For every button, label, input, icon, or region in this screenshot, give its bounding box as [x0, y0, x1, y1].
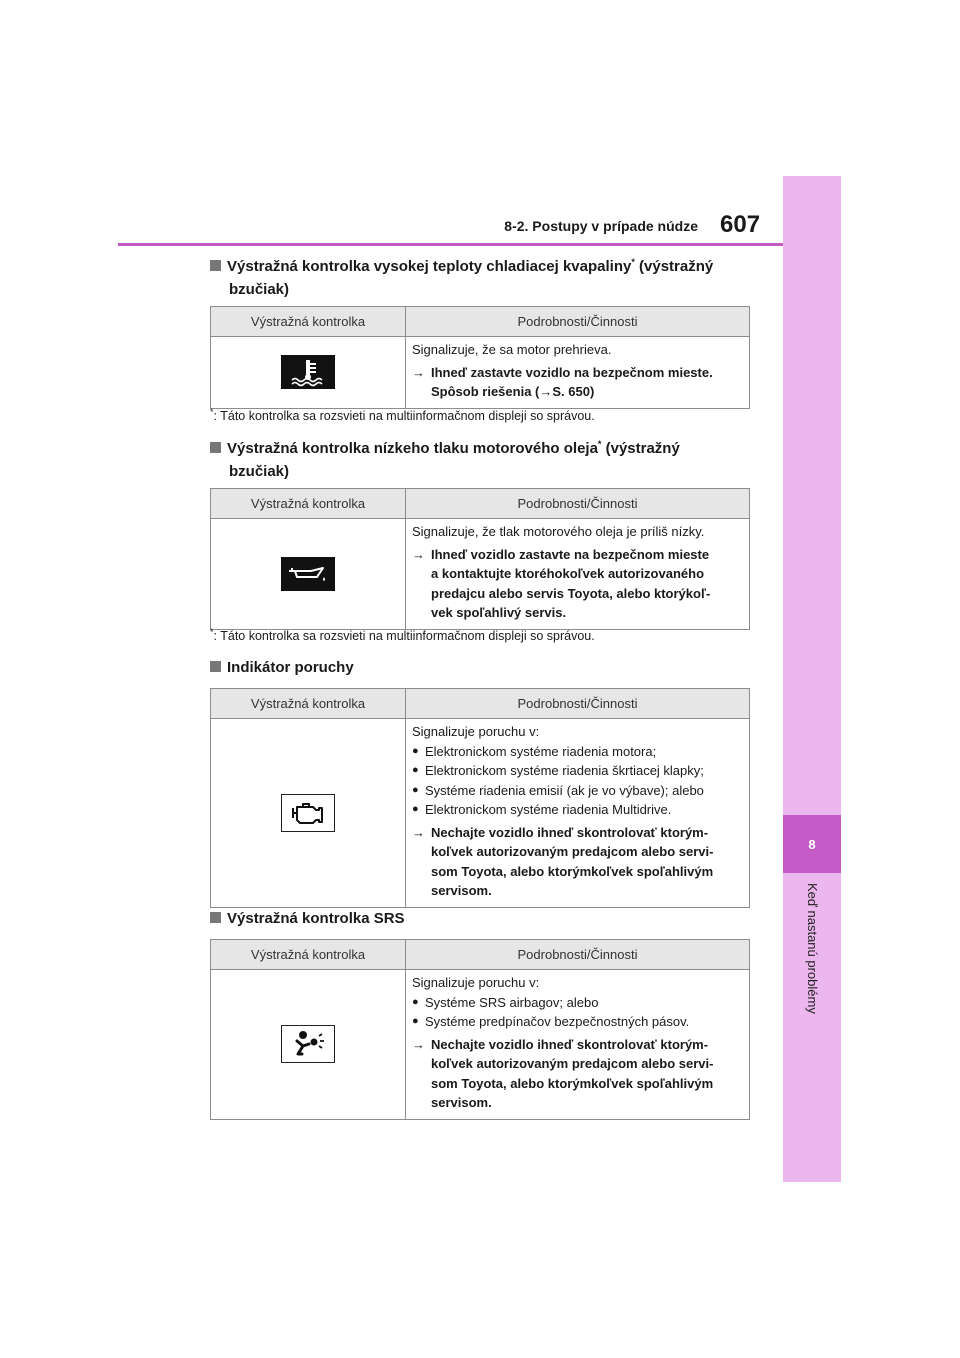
- list-item-text: Elektronickom systéme riadenia motora;: [425, 743, 657, 759]
- square-bullet-icon: [210, 442, 221, 453]
- table-row: [211, 337, 750, 409]
- warning-table-coolant: [210, 306, 750, 409]
- details-cell: [406, 337, 750, 409]
- action-text: servisom.: [431, 883, 492, 898]
- action-text: vek spoľahlivý servis.: [431, 605, 567, 620]
- action-text: Spôsob riešenia (: [431, 384, 540, 399]
- table-header-row: [211, 689, 750, 719]
- chapter-number-badge: 8: [783, 815, 841, 873]
- section-heading-srs: [210, 907, 755, 930]
- heading-text: Výstražná kontrolka nízkeho tlaku motorového oleja: [227, 440, 598, 457]
- heading-text: Indikátor poruchy: [227, 659, 354, 676]
- table-header-cell: Podrobnosti/Činnosti: [406, 489, 750, 519]
- page-reference-link[interactable]: S. 650): [552, 384, 595, 399]
- square-bullet-icon: [210, 260, 221, 271]
- bullet-icon: ●: [412, 995, 419, 1008]
- chapter-title-vertical: Keď nastanú problémy: [805, 883, 820, 1014]
- action-text: a kontaktujte ktoréhokoľvek autorizovaného: [431, 566, 705, 581]
- details-cell: [406, 519, 750, 630]
- footnote: [210, 626, 750, 643]
- action-instruction: [412, 1035, 741, 1113]
- bullet-icon: ●: [412, 744, 419, 757]
- warning-table-malfunction: [210, 688, 750, 908]
- heading-text-end: (výstražný: [601, 440, 680, 457]
- heading-text-line2: bzučiak): [229, 281, 290, 298]
- section-heading-oil: [210, 437, 755, 483]
- arrow-icon: →: [412, 546, 425, 562]
- section-heading-malfunction: [210, 656, 755, 679]
- warning-table-oil: [210, 488, 750, 630]
- icon-cell: [211, 519, 406, 630]
- footnote-marker: *: [210, 406, 214, 417]
- action-text: Nechajte vozidlo ihneď skontrolovať ktorým-: [431, 1036, 709, 1052]
- bullet-icon: ●: [412, 783, 419, 796]
- list-item-text: Elektronickom systéme riadenia škrtiacej klapky;: [425, 763, 704, 778]
- section-heading-coolant: [210, 255, 755, 301]
- list-item: [412, 761, 741, 781]
- list-item-text: Systéme SRS airbagov; alebo: [425, 994, 599, 1010]
- action-text: servisom.: [431, 1095, 492, 1110]
- page-ref-arrow-icon: →: [539, 384, 553, 399]
- table-header-row: [211, 940, 750, 970]
- description-text: Signalizuje, že sa motor prehrieva.: [412, 342, 612, 357]
- heading-text-line2: bzučiak): [229, 463, 290, 480]
- table-row: [211, 970, 750, 1120]
- header-rule: [118, 243, 783, 246]
- table-row: [211, 519, 750, 630]
- table-header-cell: Výstražná kontrolka: [211, 307, 406, 337]
- footnote-text: : Táto kontrolka sa rozsvieti na multiinformačnom displeji so správou.: [213, 629, 595, 643]
- list-item: [412, 742, 741, 762]
- list-item-text: Elektronickom systéme riadenia Multidrive.: [425, 802, 672, 817]
- icon-cell: [211, 970, 406, 1120]
- heading-text: Výstražná kontrolka SRS: [227, 910, 405, 927]
- list-item-text: Systéme predpínačov bezpečnostných pásov.: [425, 1014, 690, 1029]
- check-engine-icon: [281, 794, 335, 832]
- description-text: Signalizuje poruchu v:: [412, 975, 540, 990]
- square-bullet-icon: [210, 661, 221, 672]
- oil-pressure-icon: [281, 557, 335, 591]
- action-text: Ihneď vozidlo zastavte na bezpečnom mieste: [431, 546, 710, 562]
- action-text: koľvek autorizovaným predajcom alebo servi-: [431, 1056, 714, 1071]
- action-text: som Toyota, alebo ktorýmkoľvek spoľahlivým: [431, 1075, 714, 1091]
- table-header-cell: Výstražná kontrolka: [211, 940, 406, 970]
- action-text: Nechajte vozidlo ihneď skontrolovať ktorým-: [431, 824, 709, 840]
- footnote-text: : Táto kontrolka sa rozsvieti na multiinformačnom displeji so správou.: [213, 409, 595, 423]
- bullet-icon: ●: [412, 803, 419, 815]
- table-header-cell: Podrobnosti/Činnosti: [406, 940, 750, 970]
- arrow-icon: →: [412, 364, 425, 380]
- list-item-text: Systéme riadenia emisií (ak je vo výbave); alebo: [425, 782, 704, 798]
- side-tab-strip: [783, 176, 841, 1182]
- section-header-title: 8-2. Postupy v prípade núdze: [504, 218, 698, 234]
- square-bullet-icon: [210, 912, 221, 923]
- action-instruction: [412, 363, 741, 402]
- list-item: [412, 781, 741, 801]
- description-text: Signalizuje, že tlak motorového oleja je príliš nízky.: [412, 524, 705, 539]
- footnote-marker: *: [597, 439, 602, 449]
- description-text: Signalizuje poruchu v:: [412, 724, 540, 739]
- action-instruction: [412, 823, 741, 901]
- details-cell: [406, 970, 750, 1120]
- table-row: [211, 719, 750, 908]
- warning-table-srs: [210, 939, 750, 1120]
- action-text: predajcu alebo servis Toyota, alebo ktorýkoľ-: [431, 585, 711, 601]
- footnote-marker: *: [210, 626, 214, 637]
- arrow-icon: →: [412, 824, 425, 840]
- table-header-row: [211, 307, 750, 337]
- page-number: 607: [720, 211, 761, 238]
- list-item: [412, 1012, 741, 1032]
- arrow-icon: →: [412, 1036, 425, 1052]
- action-text: koľvek autorizovaným predajcom alebo servi-: [431, 844, 714, 859]
- heading-text: Výstražná kontrolka vysokej teploty chladiacej kvapaliny: [227, 258, 632, 275]
- icon-cell: [211, 337, 406, 409]
- table-header-row: [211, 489, 750, 519]
- action-text: Ihneď zastavte vozidlo na bezpečnom mieste.: [431, 364, 713, 380]
- footnote-marker: *: [631, 257, 635, 267]
- footnote: [210, 406, 750, 423]
- table-header-cell: Výstražná kontrolka: [211, 689, 406, 719]
- list-item: [412, 993, 741, 1013]
- srs-airbag-icon: [281, 1025, 335, 1063]
- coolant-temperature-icon: [281, 355, 335, 389]
- heading-text-end: (výstražný: [634, 258, 714, 275]
- table-header-cell: Podrobnosti/Činnosti: [406, 689, 750, 719]
- details-cell: [406, 719, 750, 908]
- action-instruction: [412, 545, 741, 623]
- table-header-cell: Podrobnosti/Činnosti: [406, 307, 750, 337]
- list-item: [412, 800, 741, 820]
- bullet-icon: ●: [412, 1015, 419, 1027]
- action-text: som Toyota, alebo ktorýmkoľvek spoľahlivým: [431, 863, 714, 879]
- bullet-icon: ●: [412, 764, 419, 776]
- icon-cell: [211, 719, 406, 908]
- table-header-cell: Výstražná kontrolka: [211, 489, 406, 519]
